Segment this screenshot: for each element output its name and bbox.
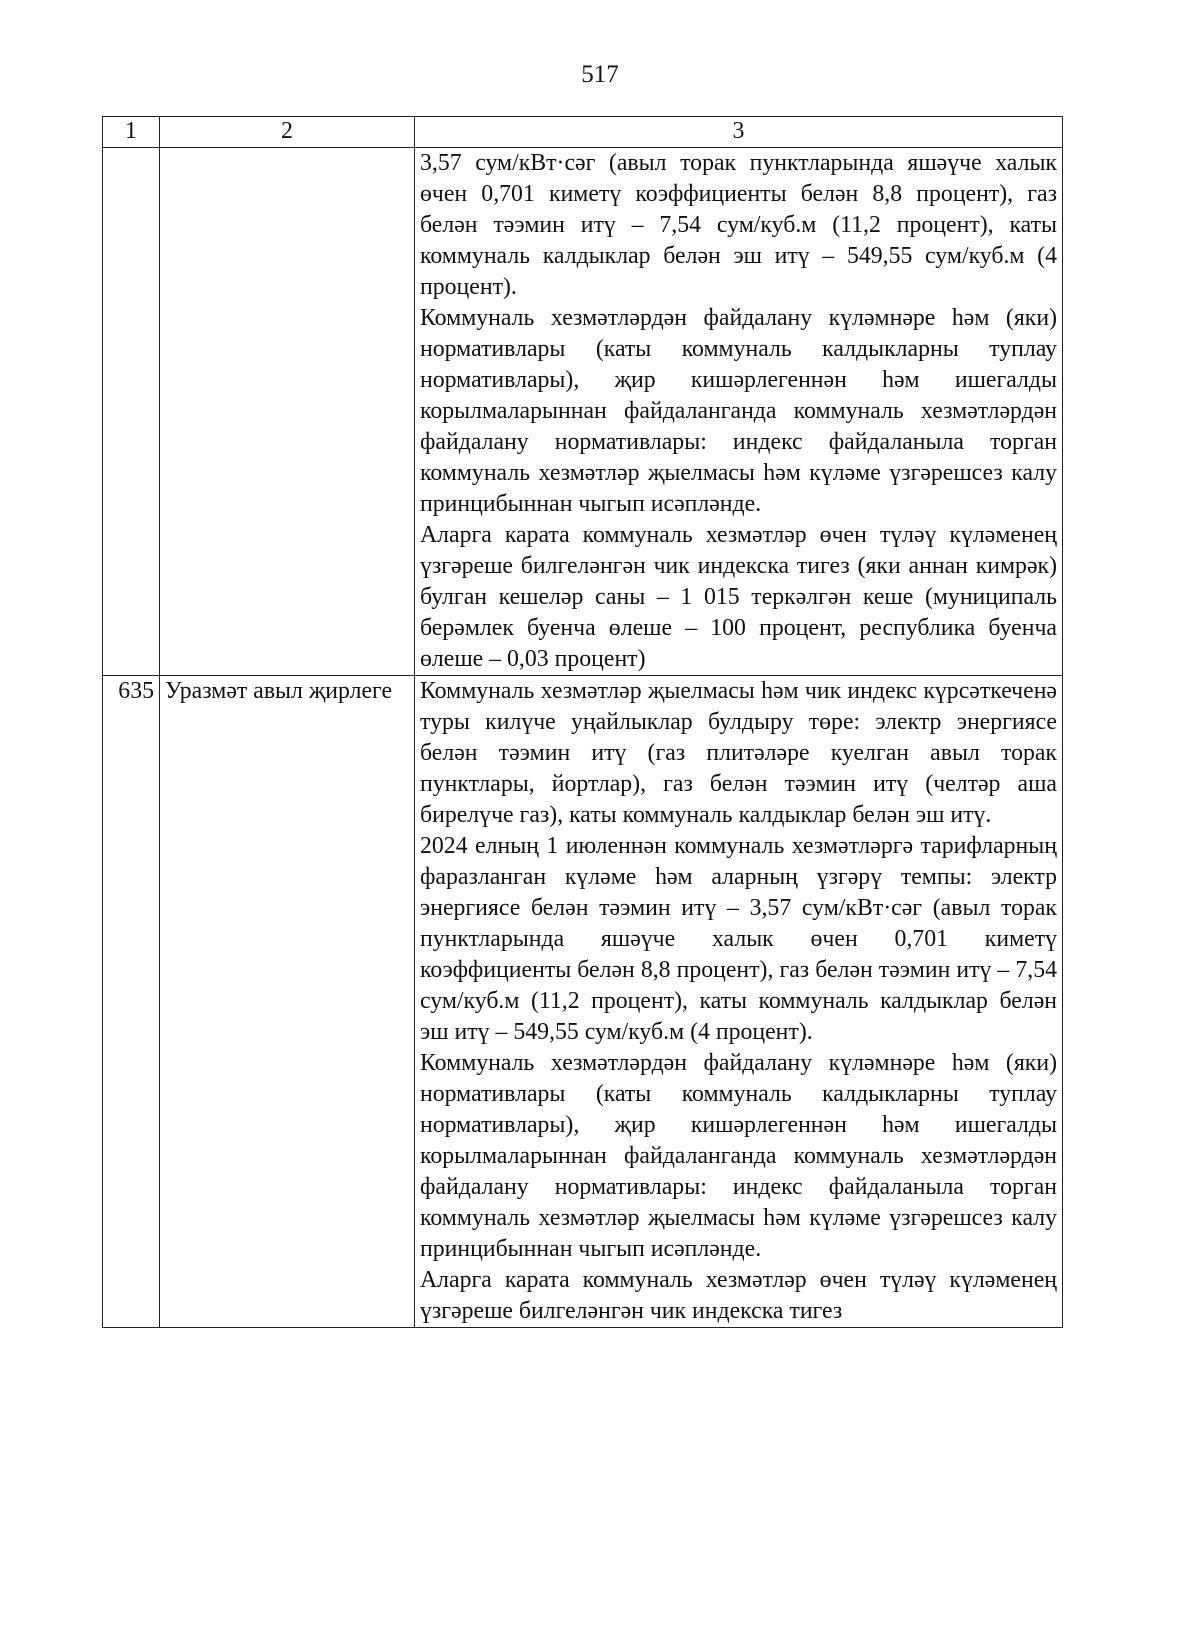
content-paragraph: Аларга карата коммуналь хезмәтләр өчен түләү күләменең үзгәреше билгеләнгән чик индекска тигез (яки аннан кимрәк) булган кешеләр саны – 1 015 теркәлгән кеше (муниципаль берәмлек буенча өлеше – 100 процент, республика буенча өлеше – 0,03 процент) (420, 522, 1057, 672)
table-row (103, 676, 1063, 1328)
column-header-name: 2 (160, 117, 415, 148)
content-paragraph: 3,57 сум/кВт·сәг (авыл торак пунктларында яшәүче халык өчен 0,701 киметү коэффициенты белән 8,8 процент), газ белән тәэмин итү – 7,54 сум/куб.м (11,2 процент), каты коммуналь калдыклар белән эш итү – 549,55 сум/куб.м (4 процент). (420, 150, 1057, 300)
row-content (415, 676, 1063, 1328)
content-paragraph: Аларга карата коммуналь хезмәтләр өчен түләү күләменең үзгәреше билгеләнгән чик индекска тигез (420, 1267, 1057, 1324)
table-row (103, 148, 1063, 676)
row-name: Уразмәт авыл җирлеге (160, 676, 415, 1328)
row-content (415, 148, 1063, 676)
row-name (160, 148, 415, 676)
table-header-row (103, 117, 1063, 148)
document-table (102, 116, 1063, 1328)
page-number: 517 (581, 61, 619, 88)
content-paragraph: Коммуналь хезмәтләрдән файдалану күләмнәре һәм (яки) нормативлары (каты коммуналь калдыкларны туплау нормативлары), җир кишәрлегеннән һәм ишегалды корылмаларыннан файдаланганда коммуналь хезмәтләрдән файдалану нормативлары: индекс файдаланыла торган коммуналь хезмәтләр җыелмасы һәм күләме үзгәрешсез калу принцибыннан чыгып исәпләнде. (420, 1050, 1057, 1262)
content-paragraph: 2024 елның 1 июленнән коммуналь хезмәтләргә тарифларның фаразланган күләме һәм аларның үзгәрү темпы: электр энергиясе белән тәэмин итү – 3,57 сум/кВт·сәг (авыл торак пунктларында яшәүче халык өчен 0,701 киметү коэффициенты белән 8,8 процент), газ белән тәэмин итү – 7,54 сум/куб.м (11,2 процент), каты коммуналь калдыклар белән эш итү – 549,55 сум/куб.м (4 процент). (420, 833, 1057, 1045)
row-number: 635 (103, 676, 160, 1328)
column-header-number: 1 (103, 117, 160, 148)
column-header-content: 3 (415, 117, 1063, 148)
content-paragraph: Коммуналь хезмәтләр җыелмасы һәм чик индекс күрсәткеченә туры килүче уңайлыклар булдыру төре: электр энергиясе белән тәэмин итү (газ плитәләре куелган авыл торак пунктлары, йортлар), газ белән тәэмин итү (челтәр аша бирелүче газ), каты коммуналь калдыклар белән эш итү. (420, 678, 1057, 828)
content-paragraph: Коммуналь хезмәтләрдән файдалану күләмнәре һәм (яки) нормативлары (каты коммуналь калдыкларны туплау нормативлары), җир кишәрлегеннән һәм ишегалды корылмаларыннан файдаланганда коммуналь хезмәтләрдән файдалану нормативлары: индекс файдаланыла торган коммуналь хезмәтләр җыелмасы һәм күләме үзгәрешсез калу принцибыннан чыгып исәпләнде. (420, 305, 1057, 517)
row-number (103, 148, 160, 676)
